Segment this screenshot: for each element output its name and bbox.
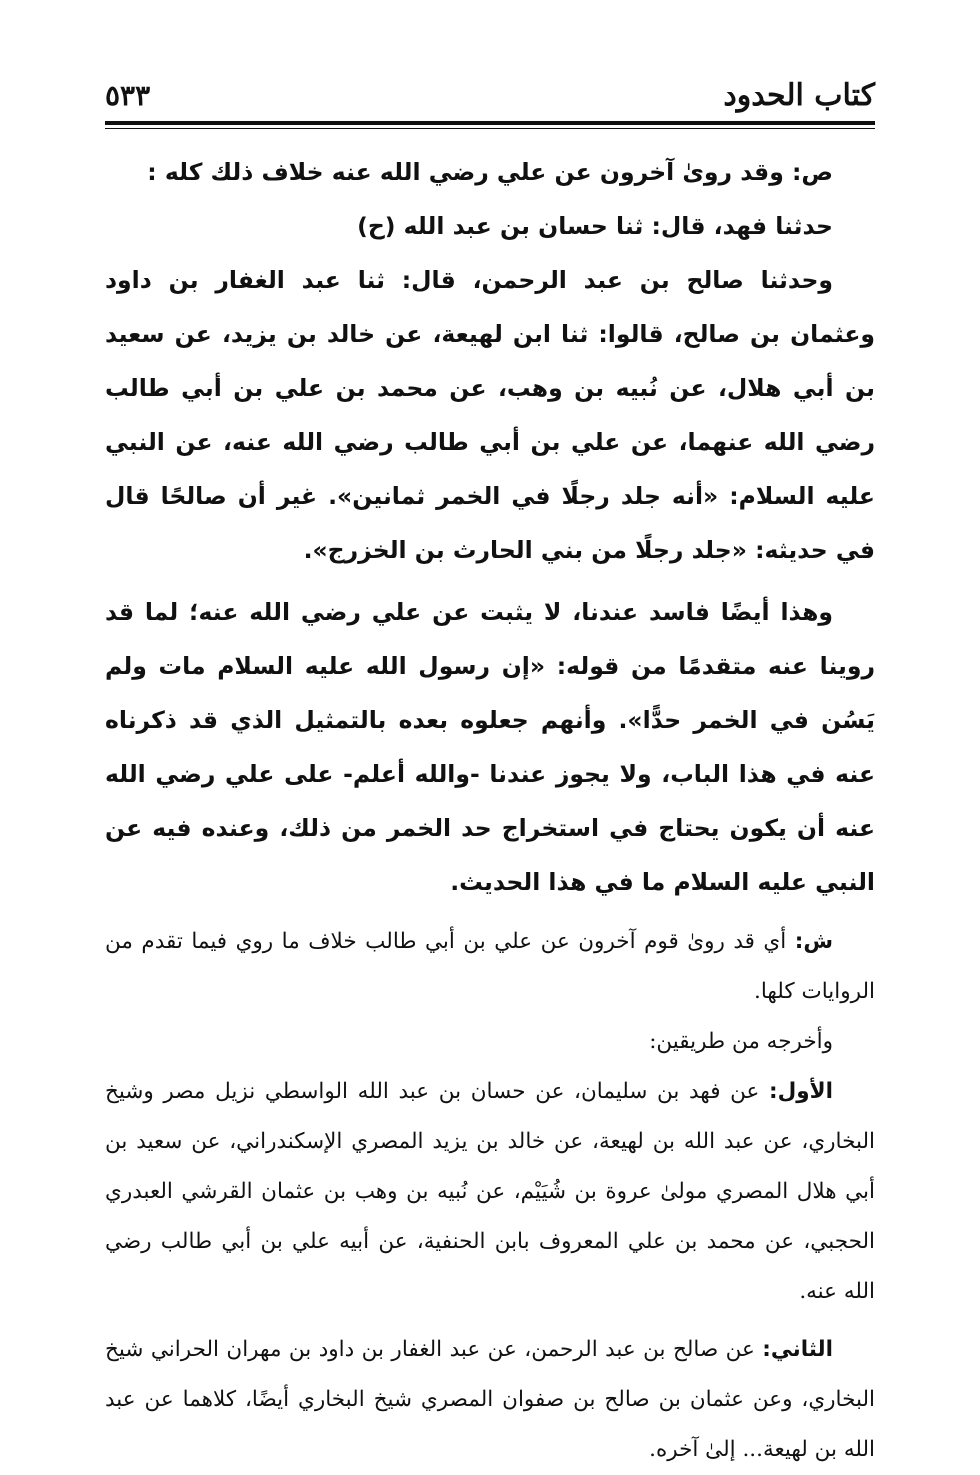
second-route-label: الثاني: (762, 1337, 833, 1362)
paragraph-text: حدثنا فهد، قال: ثنا حسان بن عبد الله (ح) (357, 212, 833, 240)
matn-paragraph (105, 253, 875, 577)
sharh-marker: ش: (794, 929, 833, 954)
paragraph-text: عن صالح بن عبد الرحمن، عن عبد الغفار بن داود بن مهران الحراني شيخ البخاري، وعن عثمان بن صالح بن صفوان المصري شيخ البخاري أيضًا، كلاهما عن عبد الله بن لهيعة... إلىٰ آخره. (105, 1337, 875, 1462)
page-number: ٥٣٣ (105, 78, 151, 112)
page-header (105, 70, 875, 120)
header-rule-thick (105, 121, 875, 125)
sharh-paragraph (105, 1067, 875, 1317)
paragraph-text: وقد روىٰ آخرون عن علي رضي الله عنه خلاف ذلك كله : (147, 158, 792, 186)
paragraph-text: وهذا أيضًا فاسد عندنا، لا يثبت عن علي رضي الله عنه؛ لما قد روينا عنه متقدمًا من قوله: «إن رسول الله عليه السلام مات ولم يَسُن في الخمر حدًّا». وأنهم جعلوه بعده بالتمثيل الذي قد ذكرناه عنه في هذا الباب، ولا يجوز عندنا -والله أعلم- على علي رضي الله عنه أن يكون يحتاج في استخراج حد الخمر من ذلك، وعنده فيه عن النبي عليه السلام ما في هذا الحديث. (105, 598, 875, 896)
chapter-title: كتاب الحدود (723, 77, 875, 113)
matn-paragraph (105, 199, 875, 253)
sharh-paragraph (105, 917, 875, 1017)
paragraph-text: وحدثنا صالح بن عبد الرحمن، قال: ثنا عبد الغفار بن داود وعثمان بن صالح، قالوا: ثنا ابن لهيعة، عن خالد بن يزيد، عن سعيد بن أبي هلال، عن نُبيه بن وهب، عن محمد بن علي بن أبي طالب رضي الله عنهما، عن علي بن أبي طالب رضي الله عنه، عن النبي عليه السلام: «أنه جلد رجلًا في الخمر ثمانين». غير أن صالحًا قال في حديثه: «جلد رجلًا من بني الحارث بن الخزرج». (105, 266, 875, 564)
sharh-paragraph (105, 1017, 875, 1067)
matn-paragraph (105, 585, 875, 909)
first-route-label: الأول: (769, 1079, 833, 1104)
matn-paragraph (105, 145, 875, 199)
page-body (105, 145, 875, 1475)
paragraph-text: أي قد روىٰ قوم آخرون عن علي بن أبي طالب خلاف ما روي فيما تقدم من الروايات كلها. (105, 929, 875, 1004)
paragraph-text: وأخرجه من طريقين: (649, 1029, 833, 1054)
paragraph-text: عن فهد بن سليمان، عن حسان بن عبد الله الواسطي نزيل مصر وشيخ البخاري، عن عبد الله بن لهيعة، عن خالد بن يزيد المصري الإسكندراني، عن سعيد بن أبي هلال المصري مولىٰ عروة بن شُيَيْم، عن نُبيه بن وهب بن عثمان القرشي العبدري الحجبي، عن محمد بن علي المعروف بابن الحنفية، عن أبيه علي بن أبي طالب رضي الله عنه. (105, 1079, 875, 1304)
matn-marker: ص: (791, 158, 833, 186)
sharh-paragraph (105, 1325, 875, 1475)
header-rule-thin (105, 128, 875, 129)
